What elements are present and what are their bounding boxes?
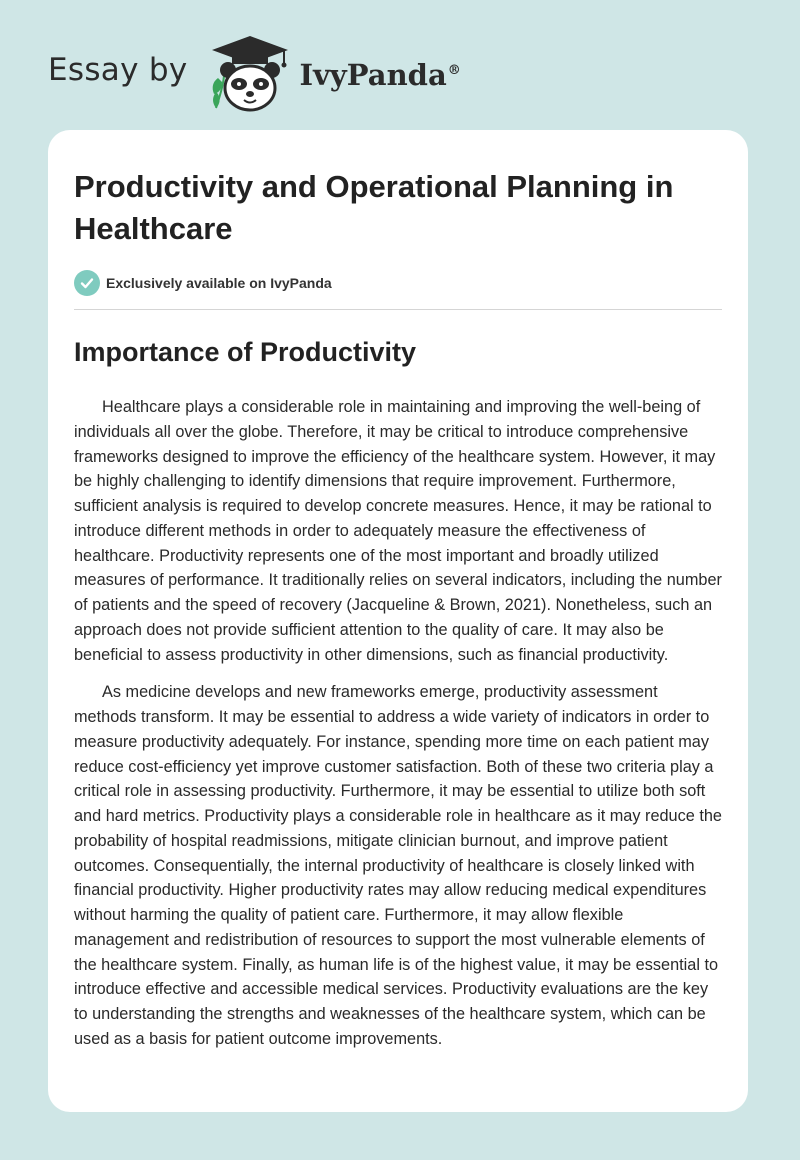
badge-text: Exclusively available on IvyPanda [106,275,332,291]
divider [74,309,722,310]
essay-by-label: Essay by [48,52,188,88]
brand-name[interactable] [300,58,461,92]
exclusive-badge [74,270,722,296]
brand-text: IvyPanda [299,58,447,92]
paragraph: Healthcare plays a considerable role in maintaining and improving the well-being of individuals all over the globe. Therefore, it may be critical to introduce comprehensive frameworks designed to improve the efficiency of the healthcare system. However, it may be highly challenging to identify dimensions that require improvement. Furthermore, sufficient analysis is required to develop concrete measures. Hence, it may be rational to introduce different methods in order to adequately measure the effectiveness of healthcare. Productivity represents one of the most important and broadly utilized measures of performance. It traditionally relies on several indicators, including the number of patients and the speed of recovery (Jacqueline & Brown, 2021). Nonetheless, such an approach does not provide sufficient attention to the quality of care. It may also be beneficial to assess productivity in other dimensions, such as financial productivity. [74,398,722,664]
page-title: Productivity and Operational Planning in Healthcare [74,169,674,246]
paragraph: As medicine develops and new frameworks emerge, productivity assessment methods transform. It may be essential to address a wide variety of indicators in order to measure productivity adequately. For instance, spending more time on each patient may reduce cost-efficiency yet improve customer satisfaction. Both of these two criteria play a critical role in assessing productivity. Furthermore, it may be essential to utilize both soft and hard metrics. Productivity plays a considerable role in healthcare as it may reduce the probability of hospital readmissions, mitigate clinician burnout, and improve patient outcomes. Consequentially, the internal productivity of healthcare is closely linked with financial productivity. Higher productivity rates may allow reducing medical expenditures without harming the quality of patient care. Furthermore, it may allow flexible management and redistribution of resources to support the most vulnerable elements of the healthcare system. Finally, as human life is of the highest value, it may be essential to introduce effective and accessible medical services. Productivity evaluations are the key to understanding the strengths and weaknesses of the healthcare system, which can be used as a basis for patient outcome improvements. [74,683,722,1048]
site-header [48,34,461,114]
registered-mark: ® [447,63,461,79]
check-icon [74,270,100,296]
section-heading: Importance of Productivity [74,337,417,367]
essay-card [48,130,748,1112]
panda-graduate-logo-icon[interactable] [204,34,296,114]
